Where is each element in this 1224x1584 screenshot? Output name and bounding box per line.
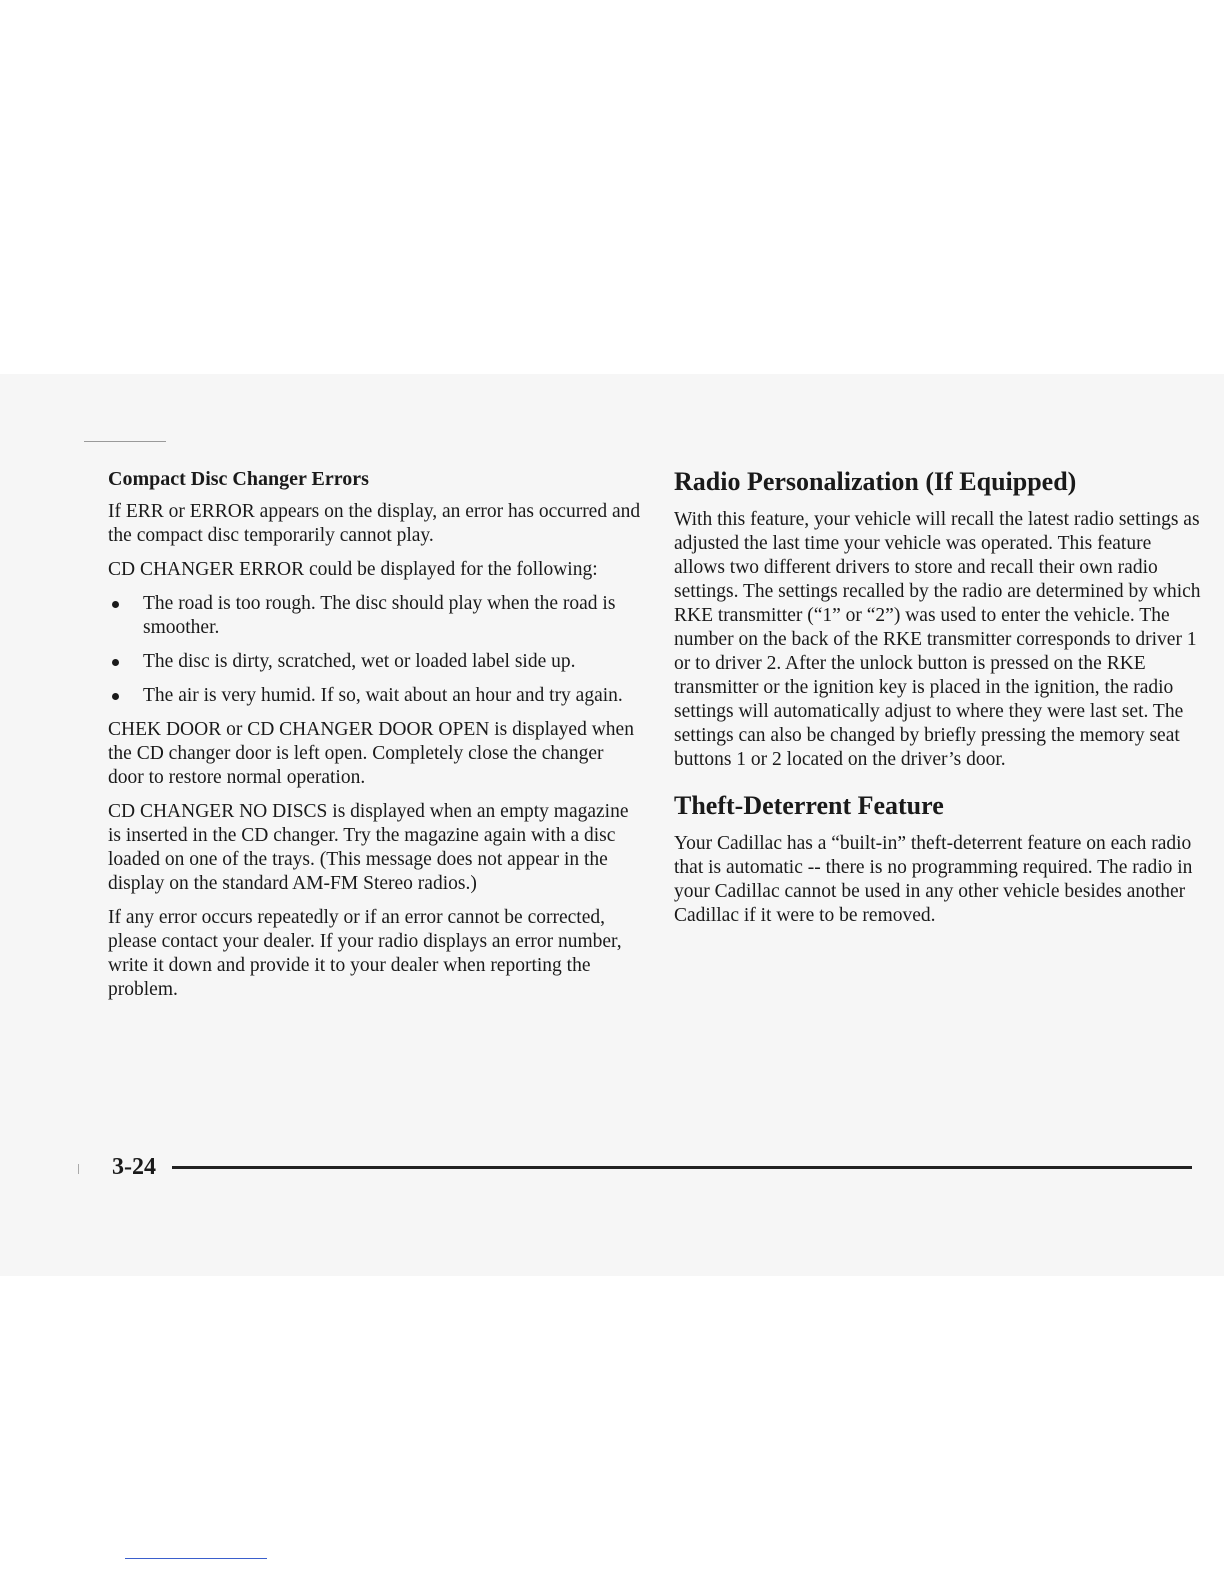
margin-mark <box>78 1164 79 1174</box>
compact-disc-errors-subheading: Compact Disc Changer Errors <box>108 468 369 490</box>
top-divider <box>84 441 166 442</box>
theft-deterrent-body: Your Cadillac has a “built-in” theft-deterrent feature on each radio that is automatic -- there is no programming required. The radio in your Cadillac cannot be used in any other vehicle besides another Cadillac if it were to be removed. <box>674 833 1193 926</box>
bullet-icon <box>112 693 119 700</box>
list-item-text: The disc is dirty, scratched, wet or loaded label side up. <box>143 651 576 672</box>
cd-changer-error-paragraph: CD CHANGER ERROR could be displayed for the following: <box>108 559 598 580</box>
error-causes-list <box>108 592 643 708</box>
err-paragraph: If ERR or ERROR appears on the display, an error has occurred and the compact disc temporarily cannot play. <box>108 501 641 546</box>
list-item-text: The road is too rough. The disc should play when the road is smoother. <box>143 593 616 638</box>
right-column <box>674 466 1204 938</box>
repeated-error-paragraph: If any error occurs repeatedly or if an error cannot be corrected, please contact your dealer. If your radio displays an error number, write it down and provide it to your dealer when reporting the problem. <box>108 907 622 1000</box>
chek-door-paragraph: CHEK DOOR or CD CHANGER DOOR OPEN is displayed when the CD changer door is left open. Completely close the changer door to restore normal operation. <box>108 719 634 788</box>
bottom-link-rule <box>125 1558 267 1559</box>
radio-personalization-heading: Radio Personalization (If Equipped) <box>674 467 1077 496</box>
left-column <box>108 466 643 1012</box>
no-discs-paragraph: CD CHANGER NO DISCS is displayed when an empty magazine is inserted in the CD changer. Try the magazine again with a disc loaded on one of the trays. (This message does not appear in the display on the standard AM-FM Stereo radios.) <box>108 801 629 894</box>
bullet-icon <box>112 659 119 666</box>
list-item <box>108 684 643 708</box>
theft-deterrent-heading: Theft-Deterrent Feature <box>674 791 944 820</box>
radio-personalization-body: With this feature, your vehicle will recall the latest radio settings as adjusted the last time your vehicle was operated. This feature allows two different drivers to store and recall their own radio settings. The settings recalled by the radio are determined by which RKE transmitter (“1” or “2”) was used to enter the vehicle. The number on the back of the RKE transmitter corresponds to driver 1 or to driver 2. After the unlock button is pressed on the RKE transmitter or the ignition key is placed in the ignition, the radio settings will automatically adjust to where they were last set. The settings can also be changed by briefly pressing the memory seat buttons 1 or 2 located on the driver’s door. <box>674 509 1201 770</box>
list-item-text: The air is very humid. If so, wait about an hour and try again. <box>143 685 623 706</box>
bullet-icon <box>112 601 119 608</box>
page-number: 3-24 <box>112 1154 156 1180</box>
page-footer <box>112 1150 1192 1184</box>
footer-rule <box>172 1166 1192 1169</box>
list-item <box>108 592 643 640</box>
list-item <box>108 650 643 674</box>
